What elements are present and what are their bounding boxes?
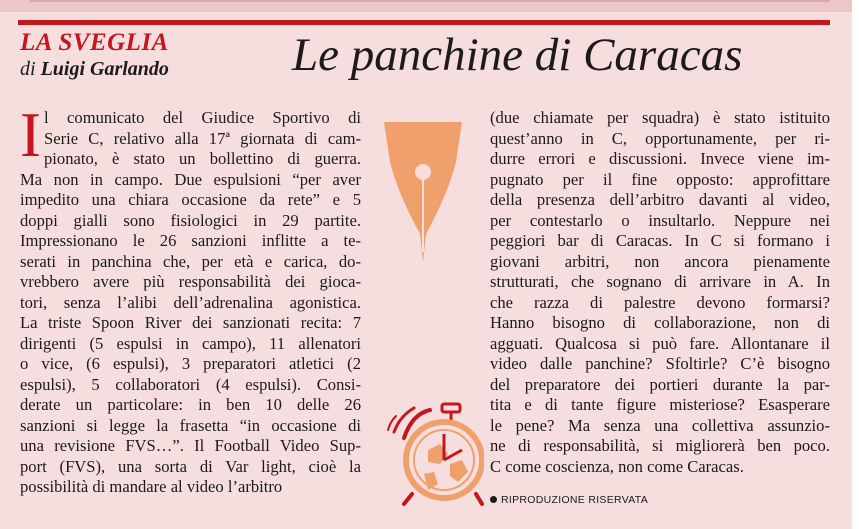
text-line: quest’anno in C, opportunamente, per ri- xyxy=(490,128,830,148)
text-line: possibilità di mandare al video l’arbitro xyxy=(20,477,283,496)
text-line: tita e di tante figure misteriose? Esasperare xyxy=(490,395,830,414)
text-line: video dalle panchine? Sfoltirle? C’è bisogno xyxy=(490,354,830,373)
text-line: impedito una chiara occasione da rete” e 5 xyxy=(20,190,361,209)
fountain-pen-nib-icon xyxy=(376,112,470,262)
text-line: o vice, (6 espulsi), 3 preparatori atletici (2 xyxy=(20,354,361,373)
bullet-icon xyxy=(490,496,497,503)
top-strip-line xyxy=(30,0,830,2)
text-line: doppi gialli sono fisiologici in 29 partite. xyxy=(20,210,361,230)
copyright-notice xyxy=(490,494,648,506)
text-line: Serie C, relativo alla 17ª giornata di cam- xyxy=(44,128,361,148)
text-line: C come coscienza, non come Caracas. xyxy=(490,456,744,476)
article-column-2 xyxy=(490,108,830,477)
author-name: Luigi Garlando xyxy=(40,58,169,80)
text-line: La triste Spoon River dei sanzionati recita: 7 xyxy=(20,313,361,332)
text-line: ne di responsabilità, si migliorerà ben poco. xyxy=(490,436,830,455)
article-title: Le panchine di Caracas xyxy=(292,29,743,81)
copyright-text: RIPRODUZIONE RISERVATA xyxy=(501,494,649,506)
text-line: port (FVS), una sorta di Var light, cioè la xyxy=(20,456,361,476)
byline xyxy=(20,58,169,81)
text-line: (due chiamate per squadra) è stato istituito xyxy=(490,108,830,127)
text-line: serati in panchina che, per età e carica, do- xyxy=(20,251,361,271)
text-line: una revisione FVS…”. Il Football Video Sup- xyxy=(20,436,361,455)
text-line: per contestarlo o insultarlo. Neppure nei xyxy=(490,210,830,230)
drop-cap: I xyxy=(20,100,41,170)
text-line: strutturati, che sognano di arrivare in A. In xyxy=(490,272,830,291)
page-right-edge xyxy=(852,0,859,529)
byline-prefix: di xyxy=(20,58,36,80)
text-line: giovani arbitri, non ancora pienamente xyxy=(490,251,830,271)
text-line: l comunicato del Giudice Sportivo di xyxy=(44,108,361,127)
text-line: peggiori bar di Caracas. In C si formano i xyxy=(490,231,830,250)
text-line: Impressionano le 26 sanzioni inflitte a te- xyxy=(20,231,361,250)
text-line: le pene? Ma senza una collettiva assunzio- xyxy=(490,415,830,435)
alarm-clock-icon xyxy=(384,400,484,508)
text-line: durre errori e discussioni. Invece viene im- xyxy=(490,149,830,168)
section-label: LA SVEGLIA xyxy=(20,29,169,56)
text-line: derate un particolare: in ben 10 delle 26 xyxy=(20,395,361,414)
top-strip xyxy=(0,0,859,12)
text-line: Hanno bisogno di collaborazione, non di xyxy=(490,313,830,332)
text-line: tori, senza l’alibi dell’adrenalina agonistica. xyxy=(20,292,361,312)
header-rule xyxy=(18,20,830,25)
text-line: del preparatore dei portieri durante la par- xyxy=(490,374,830,394)
text-line: espulsi), 5 collaboratori (4 espulsi). Consi- xyxy=(20,374,361,394)
text-line: dirigenti (5 espulsi in campo), 11 allenatori xyxy=(20,333,361,353)
text-line: pugnato per il fine opposto: approfittare xyxy=(490,169,830,189)
article-column-1 xyxy=(20,108,361,498)
text-line: Ma non in campo. Due espulsioni “per aver xyxy=(20,169,361,189)
text-line: vrebbero avere più responsabilità dei gioca- xyxy=(20,272,361,291)
text-line: della presenza dell’arbitro davanti al video, xyxy=(490,190,830,209)
text-line: sanzioni si legge la frasetta “in occasione di xyxy=(20,415,361,435)
text-line: pionato, è stato un bollettino di guerra. xyxy=(44,149,361,168)
text-line: che razza di palestre devono formarsi? xyxy=(490,292,830,312)
text-line: agguati. Qualcosa si può fare. Allontanare il xyxy=(490,333,830,353)
